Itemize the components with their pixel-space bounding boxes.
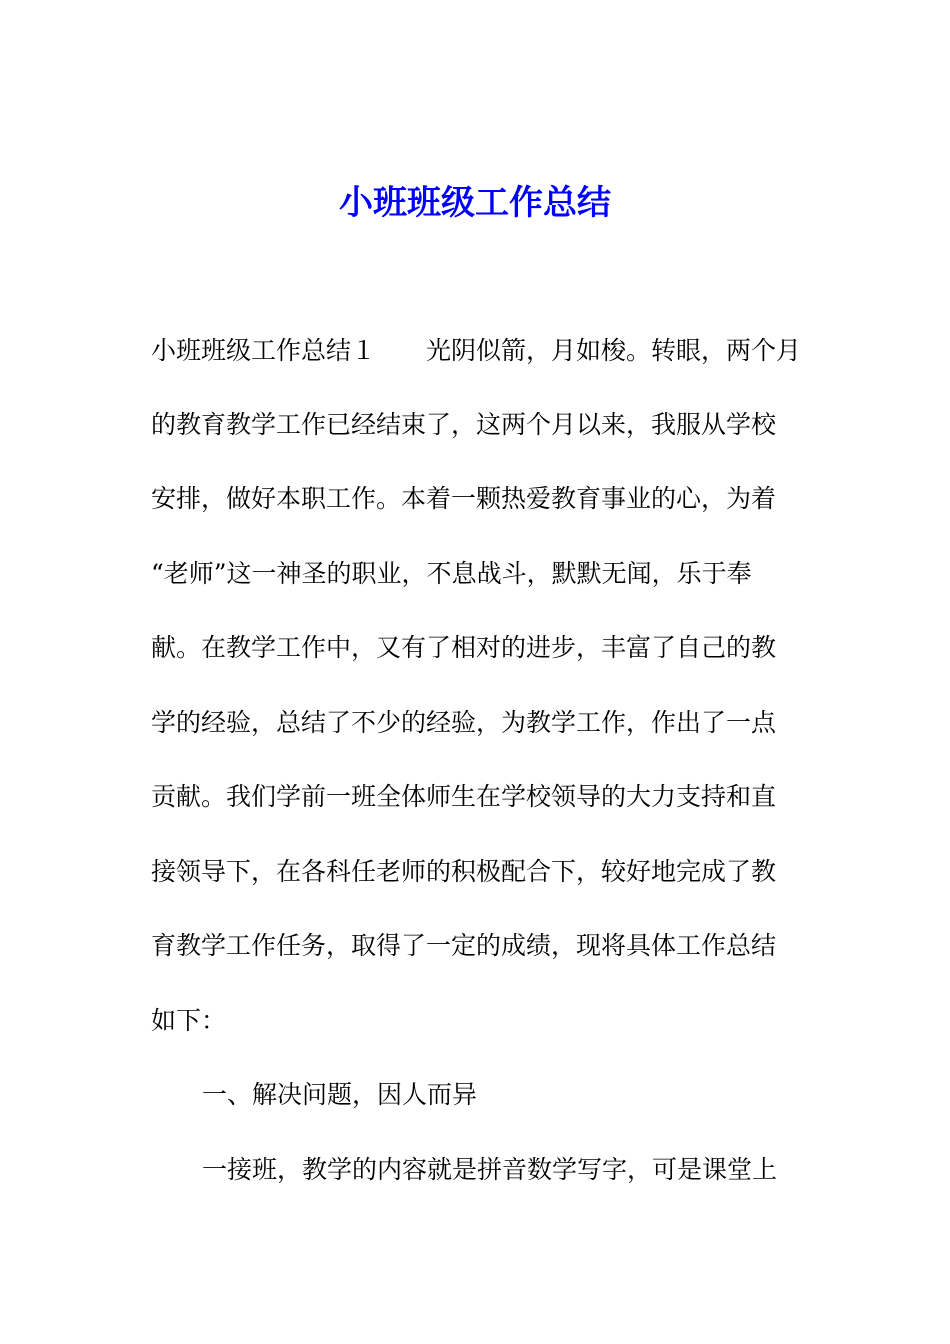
paragraph-text: 光阴似箭，月如梭。转眼，两个月 <box>426 336 802 365</box>
section-heading-inline: 小班班级工作总结１ <box>151 336 377 365</box>
section-heading: 一、解决问题，因人而异 <box>202 1080 478 1109</box>
document-title: 小班班级工作总结 <box>339 183 611 223</box>
paragraph-line: 学的经验，总结了不少的经验，为教学工作，作出了一点 <box>151 708 777 737</box>
paragraph-line <box>151 333 811 369</box>
paragraph-line: “老师”这一神圣的职业，不息战斗，默默无闻，乐于奉 <box>151 559 752 588</box>
paragraph-line: 的教育教学工作已经结束了，这两个月以来，我服从学校 <box>151 410 777 439</box>
paragraph-line: 如下： <box>151 1006 227 1035</box>
paragraph-line: 安排，做好本职工作。本着一颗热爱教育事业的心，为着 <box>151 484 777 513</box>
paragraph-line: 一接班，教学的内容就是拼音数学写字，可是课堂上 <box>202 1155 778 1184</box>
paragraph-line: 贡献。我们学前一班全体师生在学校领导的大力支持和直 <box>151 782 777 811</box>
paragraph-line: 接领导下，在各科任老师的积极配合下，较好地完成了教 <box>151 857 777 886</box>
paragraph-line: 育教学工作任务，取得了一定的成绩，现将具体工作总结 <box>151 931 777 960</box>
paragraph-line: 献。在教学工作中，又有了相对的进步，丰富了自己的教 <box>151 633 777 662</box>
